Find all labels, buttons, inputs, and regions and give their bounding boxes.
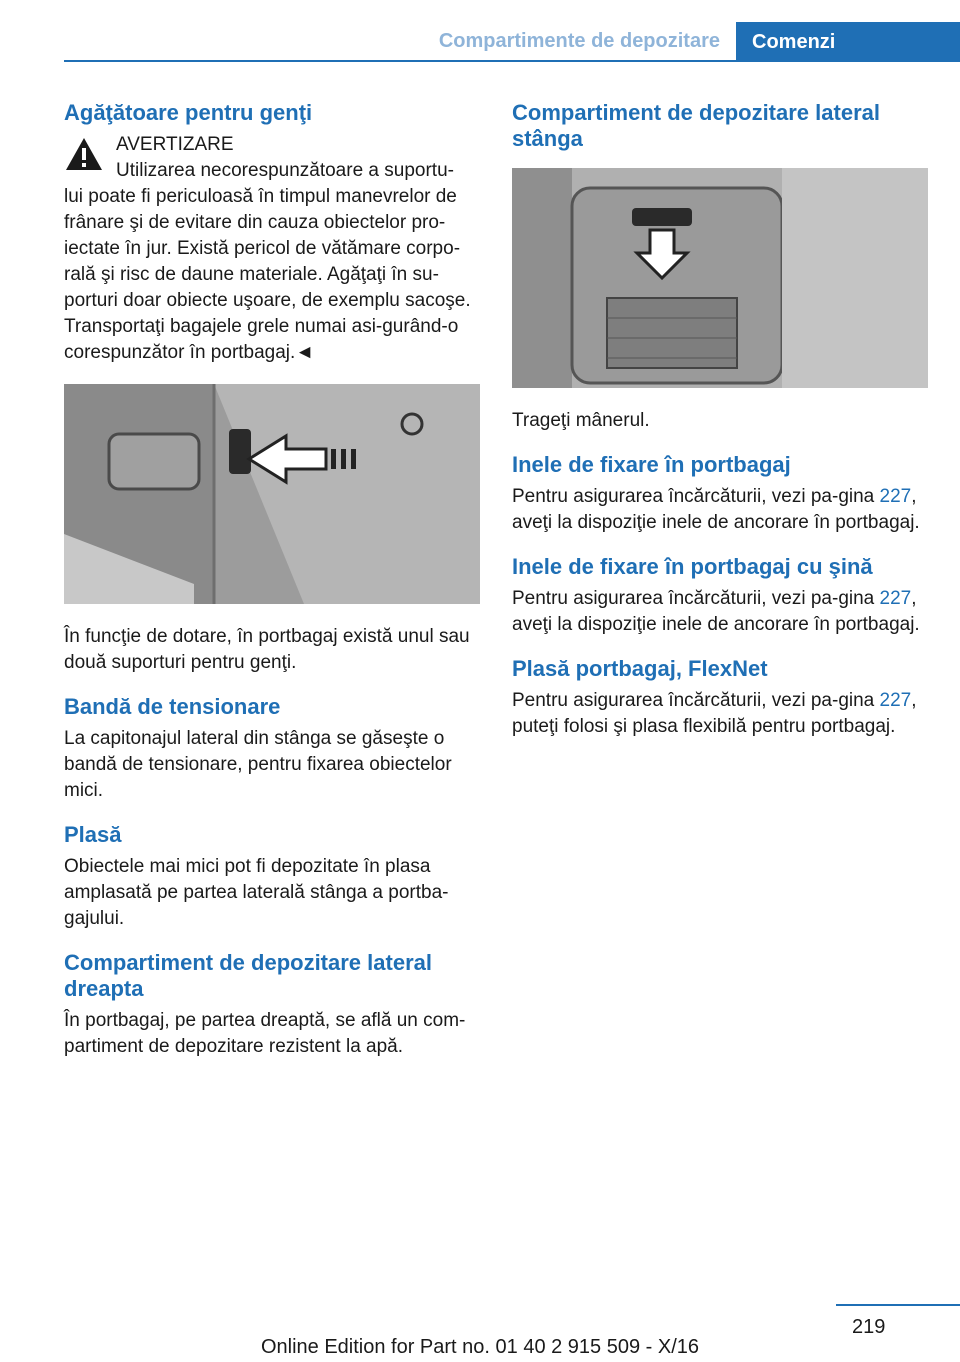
heading-rings-rail: Inele de fixare în portbagaj cu şină [512, 554, 873, 579]
section-title: Compartimente de depozitare [438, 30, 720, 52]
flexnet-text [512, 688, 928, 740]
tension-strap-text: La capitonajul lateral din stânga se găseşte o bandă de tensionare, pentru fixarea obiectelor mici. [64, 728, 452, 801]
rings-rail-text-post: , aveţi la dispoziţie inele de ancorare în portbagaj. [512, 588, 920, 635]
page-link-227[interactable]: 227 [879, 588, 912, 609]
left-column [64, 100, 480, 1078]
heading-rings: Inele de fixare în portbagaj [512, 452, 791, 477]
rings-text [512, 484, 928, 536]
warning-title: AVERTIZARE [116, 134, 234, 155]
page-link-227[interactable]: 227 [879, 486, 912, 507]
footer-rule [836, 1304, 960, 1306]
header-rule [64, 60, 960, 62]
net-text: Obiectele mai mici pot fi depozitate în plasa amplasată pe partea laterală stânga a portba‐gajului. [64, 856, 449, 929]
bag-hook-image [64, 384, 480, 604]
left-compartment-image [512, 168, 928, 388]
rings-text-post: , aveţi la dispoziţie inele de ancorare în portbagaj. [512, 486, 920, 533]
page-link-227[interactable]: 227 [879, 690, 912, 711]
rings-text-pre: Pentru asigurarea încărcăturii, vezi pa‐gina [512, 486, 880, 507]
flexnet-text-pre: Pentru asigurarea încărcăturii, vezi pa‐gina [512, 690, 880, 711]
warning-text-first: Utilizarea necorespunzătoare a suportu‐ [116, 160, 454, 181]
heading-right-compartment: Compartiment de depozitare lateral dreapta [64, 950, 432, 1001]
warning-icon [64, 136, 104, 172]
bag-hooks-text: În funcţie de dotare, în portbagaj există unul sau două suporturi pentru genţi. [64, 626, 470, 673]
flexnet-text-post: , puteţi folosi şi plasa flexibilă pentru portbagaj. [512, 690, 917, 737]
page-header [0, 0, 960, 60]
right-column [512, 100, 928, 758]
heading-tension-strap: Bandă de tensionare [64, 694, 281, 719]
page-number: 219 [852, 1316, 886, 1338]
bag-hook-illustration [64, 384, 480, 604]
left-compartment-illustration [512, 168, 928, 388]
warning-block [64, 132, 480, 366]
edition-footer: Online Edition for Part no. 01 40 2 915 509 - X/16 [260, 1336, 700, 1358]
warning-text [64, 158, 480, 366]
heading-bag-hooks: Agăţătoare pentru genţi [64, 100, 313, 125]
left-compartment-text: Trageţi mânerul. [512, 410, 650, 431]
heading-net: Plasă [64, 822, 122, 847]
warning-text-rest: lui poate fi periculoasă în timpul manevrelor de frânare şi de evitare din cauza obiectelor pro‐iectate în jur. Există pericol de vătămare corpo‐rală şi risc de daune materiale. Agăţaţi în su‐porturi doar obiecte uşoare, de exemplu sacoşe. Transportaţi bagajele grele numai asi‐gurând-o corespunzător în portbagaj.◄ [64, 186, 471, 363]
heading-flexnet: Plasă portbagaj, FlexNet [512, 656, 768, 681]
rings-rail-text-pre: Pentru asigurarea încărcăturii, vezi pa‐gina [512, 588, 880, 609]
heading-left-compartment: Compartiment de depozitare lateral stânga [512, 100, 880, 151]
right-compartment-text: În portbagaj, pe partea dreaptă, se află un com‐partiment de depozitare rezistent la apă. [64, 1010, 466, 1057]
rings-rail-text [512, 586, 928, 638]
tab-comenzi[interactable]: Comenzi [736, 22, 960, 62]
